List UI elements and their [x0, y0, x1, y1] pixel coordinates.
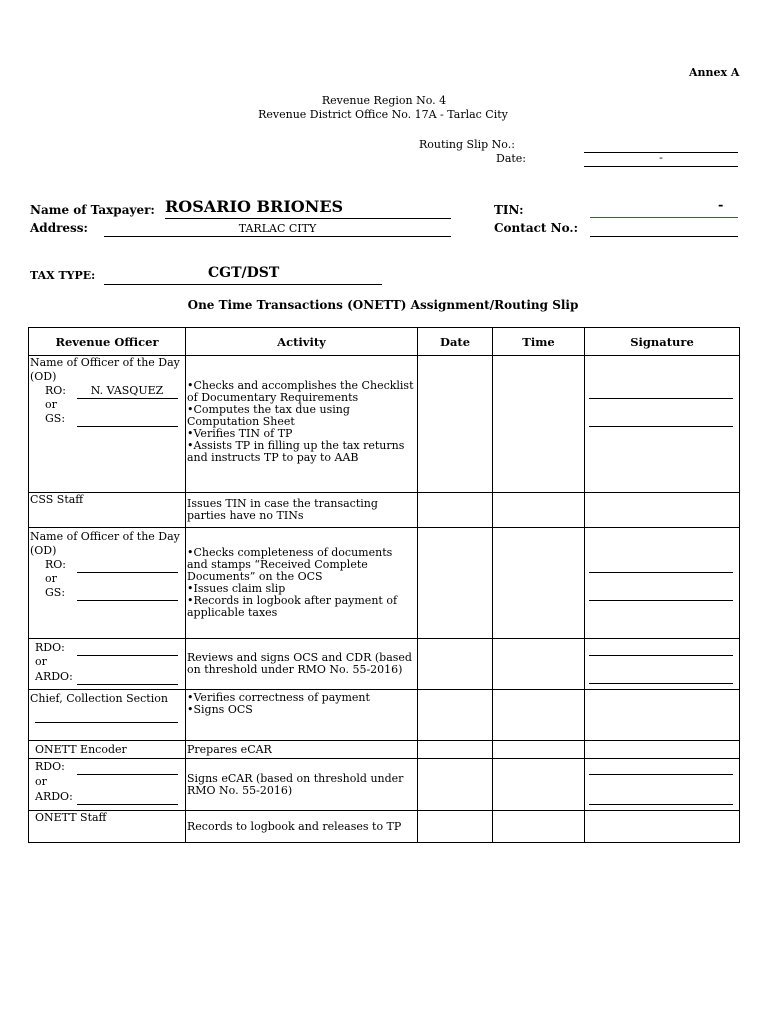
activity-list	[187, 692, 416, 716]
rdo-line[interactable]	[77, 774, 178, 775]
activity-text: Issues TIN in case the transacting parties have no TINs	[187, 497, 378, 522]
time-cell[interactable]	[493, 528, 585, 639]
time-cell[interactable]	[493, 493, 585, 528]
tin-line[interactable]	[590, 217, 738, 218]
signature-cell[interactable]	[585, 741, 740, 759]
date-cell[interactable]	[418, 639, 493, 690]
contact-label: Contact No.:	[494, 221, 578, 235]
tax-type-label: TAX TYPE:	[30, 269, 96, 282]
ro-line[interactable]	[77, 398, 178, 399]
tax-type-line[interactable]	[104, 284, 382, 285]
date-value: -	[659, 151, 663, 164]
col-date: Date	[418, 328, 493, 356]
table-row	[29, 759, 740, 811]
col-activity: Activity	[186, 328, 418, 356]
ardo-line[interactable]	[77, 684, 178, 685]
table-row	[29, 811, 740, 843]
activity-cell	[186, 759, 418, 811]
annex-label: Annex A	[689, 66, 740, 79]
officer-cell	[29, 690, 186, 741]
activity-cell	[186, 528, 418, 639]
gs-line[interactable]	[77, 600, 178, 601]
officer-cell	[29, 759, 186, 811]
activity-cell	[186, 639, 418, 690]
signature-cell[interactable]	[585, 493, 740, 528]
activity-item: • Issues claim slip	[187, 583, 416, 595]
officer-name: CSS Staff	[30, 493, 84, 506]
time-cell[interactable]	[493, 759, 585, 811]
taxpayer-line[interactable]	[165, 218, 451, 219]
signature-cell[interactable]	[585, 759, 740, 811]
date-line[interactable]	[584, 166, 738, 167]
table-row	[29, 690, 740, 741]
activity-item: • Assists TP in filling up the tax returns and instructs TP to pay to AAB	[187, 440, 416, 464]
gs-label: GS:	[45, 412, 66, 425]
table-row	[29, 741, 740, 759]
ro-value: N. VASQUEZ	[90, 384, 164, 397]
signature-line[interactable]	[589, 572, 733, 573]
activity-item: • Checks and accomplishes the Checklist of Documentary Requirements	[187, 380, 416, 404]
col-time: Time	[493, 328, 585, 356]
tax-type-value: CGT/DST	[208, 265, 280, 281]
address-value: TARLAC CITY	[238, 222, 317, 235]
activity-cell	[186, 493, 418, 528]
signature-cell[interactable]	[585, 639, 740, 690]
date-cell[interactable]	[418, 493, 493, 528]
officer-cell	[29, 528, 186, 639]
date-label: Date:	[496, 152, 527, 165]
table-header-row	[29, 328, 740, 356]
activity-item: • Verifies correctness of payment	[187, 692, 416, 704]
table-row	[29, 493, 740, 528]
date-cell[interactable]	[418, 811, 493, 843]
region-title: Revenue Region No. 4	[321, 94, 447, 107]
signature-cell[interactable]	[585, 356, 740, 493]
or-label: or	[35, 655, 47, 668]
activity-cell	[186, 690, 418, 741]
activity-text: Prepares eCAR	[187, 742, 272, 756]
time-cell[interactable]	[493, 811, 585, 843]
activity-cell	[186, 811, 418, 843]
time-cell[interactable]	[493, 690, 585, 741]
officer-cell	[29, 493, 186, 528]
tin-value: -	[718, 198, 724, 213]
taxpayer-name: ROSARIO BRIONES	[165, 197, 344, 216]
table-row	[29, 639, 740, 690]
col-signature: Signature	[585, 328, 740, 356]
activity-list	[187, 547, 416, 619]
taxpayer-label: Name of Taxpayer:	[30, 203, 155, 217]
time-cell[interactable]	[493, 639, 585, 690]
or-label: or	[35, 775, 47, 788]
date-cell[interactable]	[418, 528, 493, 639]
activity-text: Reviews and signs OCS and CDR (based on threshold under RMO No. 55-2016)	[187, 651, 412, 676]
activity-cell	[186, 356, 418, 493]
od-heading: Name of Officer of the Day (OD)	[30, 530, 180, 557]
ro-label: RO:	[45, 558, 67, 571]
ro-line[interactable]	[77, 572, 178, 573]
routing-slip-label: Routing Slip No.:	[419, 138, 515, 151]
signature-cell[interactable]	[585, 528, 740, 639]
rdo-label: RDO:	[35, 760, 65, 773]
table-row	[29, 356, 740, 493]
date-cell[interactable]	[418, 741, 493, 759]
od-heading: Name of Officer of the Day (OD)	[30, 356, 180, 383]
gs-label: GS:	[45, 586, 66, 599]
officer-cell	[29, 811, 186, 843]
date-cell[interactable]	[418, 356, 493, 493]
signature-line[interactable]	[589, 774, 733, 775]
ardo-label: ARDO:	[35, 670, 73, 683]
rdo-line[interactable]	[77, 655, 178, 656]
rdo-label: RDO:	[35, 641, 65, 654]
gs-line[interactable]	[77, 426, 178, 427]
date-cell[interactable]	[418, 759, 493, 811]
signature-line[interactable]	[589, 600, 733, 601]
ro-label: RO:	[45, 384, 67, 397]
ardo-label: ARDO:	[35, 790, 73, 803]
activity-item: • Checks completeness of documents and stamps “Received Complete Documents” on the OCS	[187, 547, 416, 583]
officer-cell	[29, 741, 186, 759]
district-title: Revenue District Office No. 17A - Tarlac City	[258, 108, 508, 121]
signature-line[interactable]	[589, 655, 733, 656]
activity-text: Signs eCAR (based on threshold under RMO No. 55-2016)	[187, 771, 404, 797]
activity-item: • Records in logbook after payment of applicable taxes	[187, 595, 416, 619]
address-label: Address:	[30, 221, 88, 235]
activity-list	[187, 380, 416, 464]
officer-name: ONETT Encoder	[35, 743, 127, 756]
table-row	[29, 528, 740, 639]
signature-cell[interactable]	[585, 811, 740, 843]
officer-cell	[29, 639, 186, 690]
officer-sign-line[interactable]	[35, 722, 178, 723]
tin-label: TIN:	[494, 203, 524, 217]
slip-title: One Time Transactions (ONETT) Assignment/Routing Slip	[187, 298, 579, 312]
signature-line[interactable]	[589, 683, 733, 684]
or-label: or	[45, 398, 57, 411]
col-revenue-officer: Revenue Officer	[29, 328, 186, 356]
signature-line[interactable]	[589, 426, 733, 427]
or-label: or	[45, 572, 57, 585]
activity-cell	[186, 741, 418, 759]
address-line[interactable]	[104, 236, 451, 237]
officer-name: ONETT Staff	[35, 811, 107, 824]
officer-name: Chief, Collection Section	[30, 692, 168, 705]
activity-item: • Verifies TIN of TP	[187, 428, 416, 440]
routing-table	[28, 327, 740, 843]
activity-item: • Signs OCS	[187, 704, 416, 716]
activity-item: • Computes the tax due using Computation Sheet	[187, 404, 416, 428]
time-cell[interactable]	[493, 741, 585, 759]
date-cell[interactable]	[418, 690, 493, 741]
signature-line[interactable]	[589, 398, 733, 399]
activity-text: Records to logbook and releases to TP	[187, 819, 402, 833]
signature-line[interactable]	[589, 804, 733, 805]
officer-cell	[29, 356, 186, 493]
contact-line[interactable]	[590, 236, 738, 237]
time-cell[interactable]	[493, 356, 585, 493]
ardo-line[interactable]	[77, 804, 178, 805]
signature-cell[interactable]	[585, 690, 740, 741]
